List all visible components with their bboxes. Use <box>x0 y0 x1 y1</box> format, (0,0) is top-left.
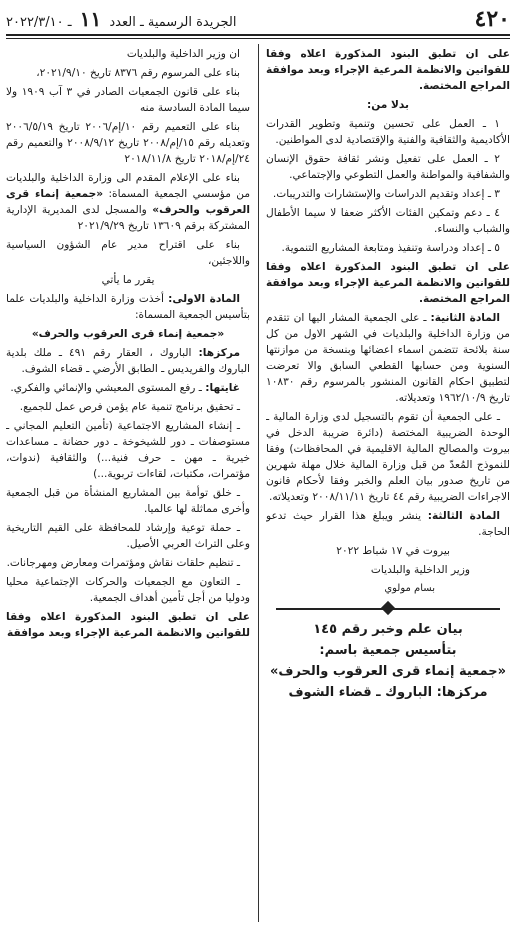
paragraph-text: ١ ـ العمل على تحسين وتنمية وتطوير القدرات الأكاديمية والثقافية والفنية والإقتصادية لدى المواطنين. <box>266 118 510 146</box>
paragraph-text: ٥ ـ إعداد ودراسة وتنفيذ ومتابعة المشاريع التنموية. <box>281 242 500 254</box>
paragraph-text: ـ حملة توعية وإرشاد للمحافظة على القيم التاريخية وعلى التراث العربي الأصيل. <box>6 522 250 550</box>
paragraph <box>6 418 250 482</box>
paragraph-text: وزير الداخلية والبلديات <box>370 564 470 576</box>
association-name: «جمعية إنماء قرى العرقوب والحرف» <box>6 188 250 216</box>
paragraph <box>6 485 250 517</box>
paragraph <box>6 345 250 377</box>
article-label: المادة الاولى: <box>168 293 240 305</box>
paragraph <box>266 508 510 540</box>
paragraph-text: ـ التعاون مع الجمعيات والحركات الإجتماعية محليا ودوليا من أجل تأمين أهداف الجمعية. <box>6 576 250 604</box>
announcement-title-line1: بيان علم وخبر رقم ١٤٥ <box>313 622 463 637</box>
paragraph <box>6 574 250 606</box>
paragraph <box>6 555 250 571</box>
paragraph <box>6 84 250 116</box>
paragraph <box>266 562 510 578</box>
paragraph <box>266 186 510 202</box>
paragraph <box>6 520 250 552</box>
paragraph-text: ٣ ـ إعداد وتقديم الدراسات والإستشارات والتدريبات. <box>272 188 500 200</box>
paragraph-text: بناء على اقتراح مدير عام الشؤون السياسية واللاجئين، <box>6 239 250 267</box>
gazette-title-text: الجريدة الرسمية ـ العدد <box>109 15 237 30</box>
divider-diamond <box>381 601 395 615</box>
article-label: مركزها: <box>198 347 241 359</box>
paragraph <box>266 205 510 237</box>
article-label: المادة الثانية: <box>430 312 500 324</box>
paragraph-text: بيروت في ١٧ شباط ٢٠٢٢ <box>336 545 450 557</box>
paragraph-text: ٤ ـ دعم وتمكين الفئات الأكثر ضعفا لا سيما الأطفال والشباب والنساء. <box>266 207 510 235</box>
paragraph <box>6 272 250 288</box>
paragraph <box>6 237 250 269</box>
paragraph-text: ـ على الجمعية أن تقوم بالتسجيل لدى وزارة المالية ـ الوحدة الضريبية المختصة (دائرة ضريبة الدخل في بيروت والمصالح المالية الاقليمية في المحافظات) وفقا للنموذج المُعدّ من قبل وزارة المالية خلال مهلة شهرين من تاريخ صدور بيان العلم والخبر وفقا لأحكام قانون الاجراءات الضريبية رقم ٤٤ تاريخ ٢٠٠٨/١١/١١ وتعديلاته. <box>266 411 510 503</box>
paragraph <box>6 380 250 396</box>
paragraph-text: على ان تطبق البنود المذكورة اعلاه وفقا للقوانين والانظمة المرعية الإجراء وبعد موافقة المراجع المختصة. <box>266 261 510 305</box>
paragraph-text: بدلا من: <box>366 99 409 111</box>
paragraph <box>6 46 250 62</box>
paragraph-text: ـ تنظيم حلقات نقاش ومؤتمرات ومعارض ومهرجانات. <box>6 557 240 569</box>
paragraph-text: يقرر ما يأتي <box>101 274 155 286</box>
paragraph <box>266 240 510 256</box>
paragraph-text: ـ رفع المستوى المعيشي والإنمائي والفكري. <box>10 382 206 394</box>
paragraph-text: ـ خلق توأمة بين المشاريع المنشأة من قبل الجمعية وأخرى مماثلة لها عالميا. <box>6 487 250 515</box>
paragraph <box>6 170 250 234</box>
paragraph-text: ينشر ويبلغ هذا القرار حيث تدعو الحاجة. <box>266 510 510 538</box>
left-column <box>6 46 250 924</box>
paragraph-text: بناء على التعميم رقم ١٠/إم/٢٠٠٦ تاريخ ٢٠٠٦/٥/١٩ وتعديله رقم ١٥/إم/٢٠٠٨ تاريخ ٢٠٠٨/٩/١٢ والتعميم رقم ٢٤/إم/٢٠١٨ تاريخ ٢٠١٨/١١/٨ <box>6 121 250 165</box>
paragraph <box>266 310 510 406</box>
paragraph-text: ـ إنشاء المشاريع الاجتماعية (تأمين التعليم المجاني ـ مستوصفات ـ دور للشيخوخة ـ دور حضانة ـ مساعدات خيرية ـ مهن ـ حرف فنية...) والثقافية (ندوات، مؤتمرات، مكتبات، لقاءات تربوية...) <box>6 420 250 480</box>
paragraph-text: ـ تحقيق برنامج تنمية عام يؤمن فرص عمل للجميع. <box>19 401 240 413</box>
paragraph <box>6 399 250 415</box>
paragraph-text: بناء على قانون الجمعيات الصادر في ٣ آب ١٩٠٩ ولا سيما المادة السادسة منه <box>6 86 250 114</box>
paragraph-text: بسام مولوي <box>384 583 435 594</box>
article-label: المادة الثالثة: <box>427 510 500 522</box>
header-rule <box>6 34 510 36</box>
paragraph <box>6 291 250 323</box>
paragraph-text: بناء على المرسوم رقم ٨٣٧٦ تاريخ ٢٠٢١/٩/١٠، <box>36 67 240 79</box>
announcement-title-line2: بتأسيس جمعية باسم: <box>319 643 457 658</box>
paragraph-text: ـ على الجمعية المشار اليها ان تتقدم من وزارة الداخلية والبلديات في الشهر الاول من كل سنة بلائحة تتضمن اسماء اعضائها وبنسخة من موازنتها السنوية ومن حسابها القطعي السابق والا تعرضت لتطبيق احكام القانون المنشور بالمرسوم رقم ١٠٨٣٠ تاريخ ١٩٦٢/١٠/٩ وتعديلاته. <box>266 312 510 404</box>
gazette-title <box>6 7 236 31</box>
paragraph-text: على ان تطبق البنود المذكورة اعلاه وفقا للقوانين والانظمة المرعية الإجراء وبعد موافقة <box>6 611 250 639</box>
paragraph <box>266 116 510 148</box>
page-number: ٤٢٠ <box>474 6 510 32</box>
paragraph-text: أخذت وزارة الداخلية والبلديات علما بتأسيس الجمعية المسماة: <box>6 293 250 321</box>
paragraph <box>266 259 510 307</box>
paragraph <box>6 609 250 641</box>
header-rule-thin <box>6 38 510 39</box>
paragraph <box>266 543 510 559</box>
announcement-title-line3: «جمعية إنماء قرى العرقوب والحرف» <box>269 664 507 679</box>
paragraph-text: بناء على الإعلام المقدم الى وزارة الداخلية والبلديات من مؤسسي الجمعية المسماة: «جمعية إنماء قرى العرقوب والحرف» والمسجل لدى المديرية الإدارية المشتركة برقم ١٣٦٠٩ تاريخ ٢٠٢١/٩/٢٩ <box>6 172 250 232</box>
right-column <box>266 46 510 924</box>
column-divider <box>258 44 259 922</box>
paragraph-text: على ان تطبق البنود المذكورة اعلاه وفقا للقوانين والانظمة المرعية الإجراء وبعد موافقة المراجع المختصة. <box>266 48 510 92</box>
paragraph-text: «جمعية إنماء قرى العرقوب والحرف» <box>31 328 225 340</box>
paragraph <box>6 65 250 81</box>
paragraph-text: ان وزير الداخلية والبلديات <box>126 48 240 60</box>
paragraph <box>266 97 510 113</box>
announcement-title-line4: مركزها: الباروك ـ قضاء الشوف <box>288 685 488 700</box>
section-divider <box>266 603 510 615</box>
issue-number: ١١ <box>79 7 102 31</box>
issue-date: ـ ٢٠٢٢/٣/١٠ <box>6 15 72 30</box>
paragraph <box>266 409 510 505</box>
paragraph <box>6 326 250 342</box>
paragraph-text: ٢ ـ العمل على تفعيل ونشر ثقافة حقوق الإنسان والشفافية والمواطنة والعمل التطوعي والإجتماعي. <box>266 153 510 181</box>
article-label: غايتها: <box>205 382 240 394</box>
paragraph <box>266 581 510 597</box>
paragraph <box>266 151 510 183</box>
paragraph <box>266 46 510 94</box>
paragraph-text: الباروك ، العقار رقم ٤٩١ ـ ملك بلدية الباروك والفريديس ـ الطابق الأرضي ـ قضاء الشوف. <box>6 347 250 375</box>
paragraph <box>6 119 250 167</box>
page-header <box>6 4 510 34</box>
